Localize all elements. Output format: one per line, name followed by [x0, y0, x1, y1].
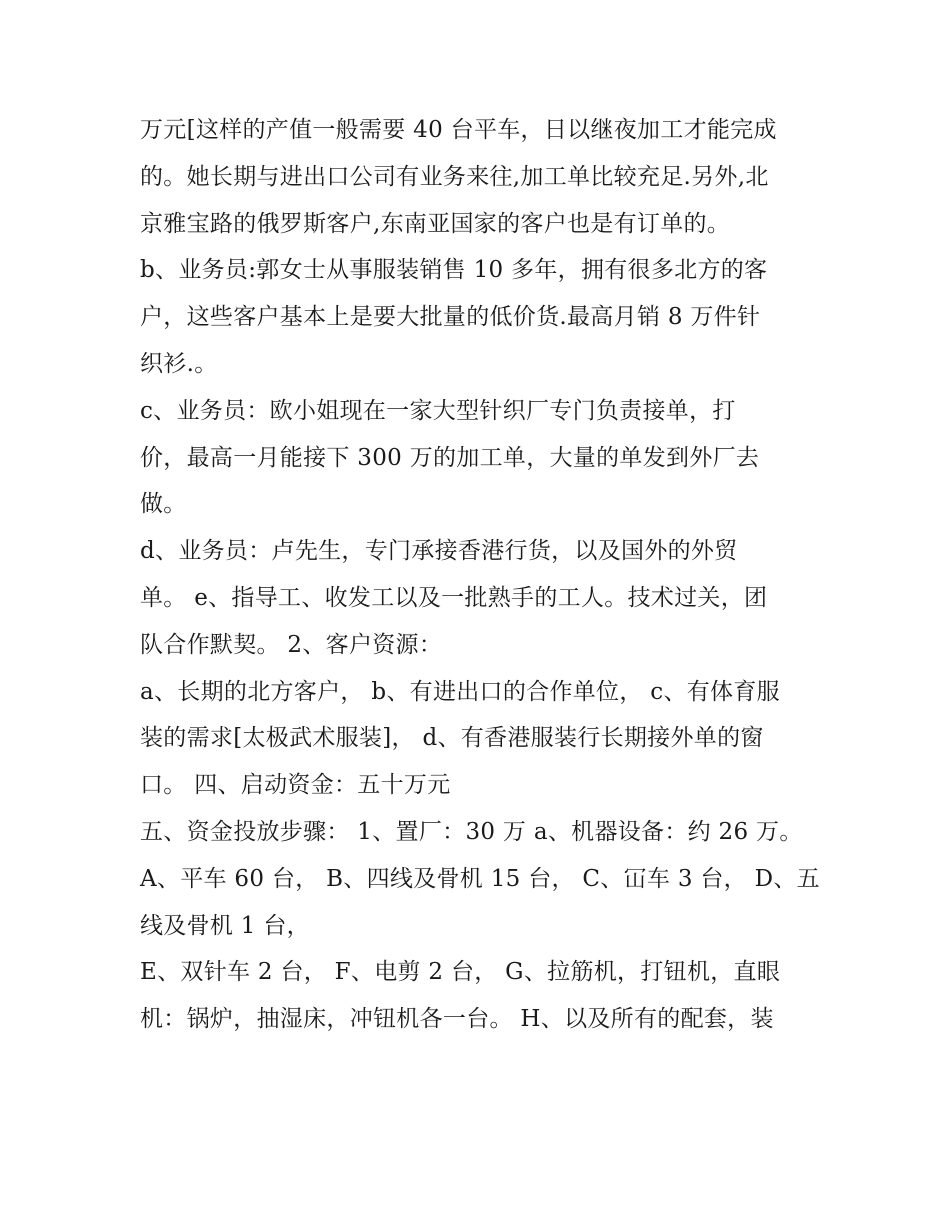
text-line: 队合作默契。 2、客户资源： [140, 631, 443, 658]
text-line: a、长期的北方客户， b、有进出口的合作单位， c、有体育服 [140, 678, 780, 705]
text-line: 口。 四、启动资金：五十万元 [140, 772, 451, 799]
document-body-text [140, 107, 830, 1043]
text-line: d、业务员：卢先生，专门承接香港行货，以及国外的外贸 [140, 538, 738, 565]
text-line: 做。 [140, 491, 187, 518]
text-line: 线及骨机 1 台， [140, 912, 310, 939]
text-line: c、业务员：欧小姐现在一家大型针织厂专门负责接单，打 [140, 397, 736, 424]
text-line: E、双针车 2 台， F、电剪 2 台， G、拉筋机，打钮机，直眼 [140, 959, 781, 986]
text-line: 装的需求[太极武术服装]， d、有香港服装行长期接外单的窗 [140, 725, 764, 752]
text-line: 户，这些客户基本上是要大批量的低价货.最高月销 8 万件针 [140, 304, 761, 331]
text-line: 机：锅炉，抽湿床，冲钮机各一台。 H、以及所有的配套，装 [140, 1006, 774, 1033]
text-line: 万元[这样的产值一般需要 40 台平车，日以继夜加工才能完成 [140, 117, 777, 143]
text-line: 价，最高一月能接下 300 万的加工单，大量的单发到外厂去 [140, 444, 760, 471]
text-line: 五、资金投放步骤： 1、置厂：30 万 a、机器设备：约 26 万。 [140, 818, 803, 845]
text-line: A、平车 60 台， B、四线及骨机 15 台， C、冚车 3 台， D、五 [140, 865, 820, 892]
text-line: 京雅宝路的俄罗斯客户,东南亚国家的客户也是有订单的。 [140, 210, 731, 237]
text-line: 的。她长期与进出口公司有业务来往,加工单比较充足.另外,北 [140, 163, 769, 190]
text-line: 织衫.。 [140, 350, 218, 377]
text-line: b、业务员:郭女士从事服装销售 10 多年，拥有很多北方的客 [140, 257, 768, 284]
text-line: 单。 e、指导工、收发工以及一批熟手的工人。技术过关，团 [140, 584, 768, 611]
